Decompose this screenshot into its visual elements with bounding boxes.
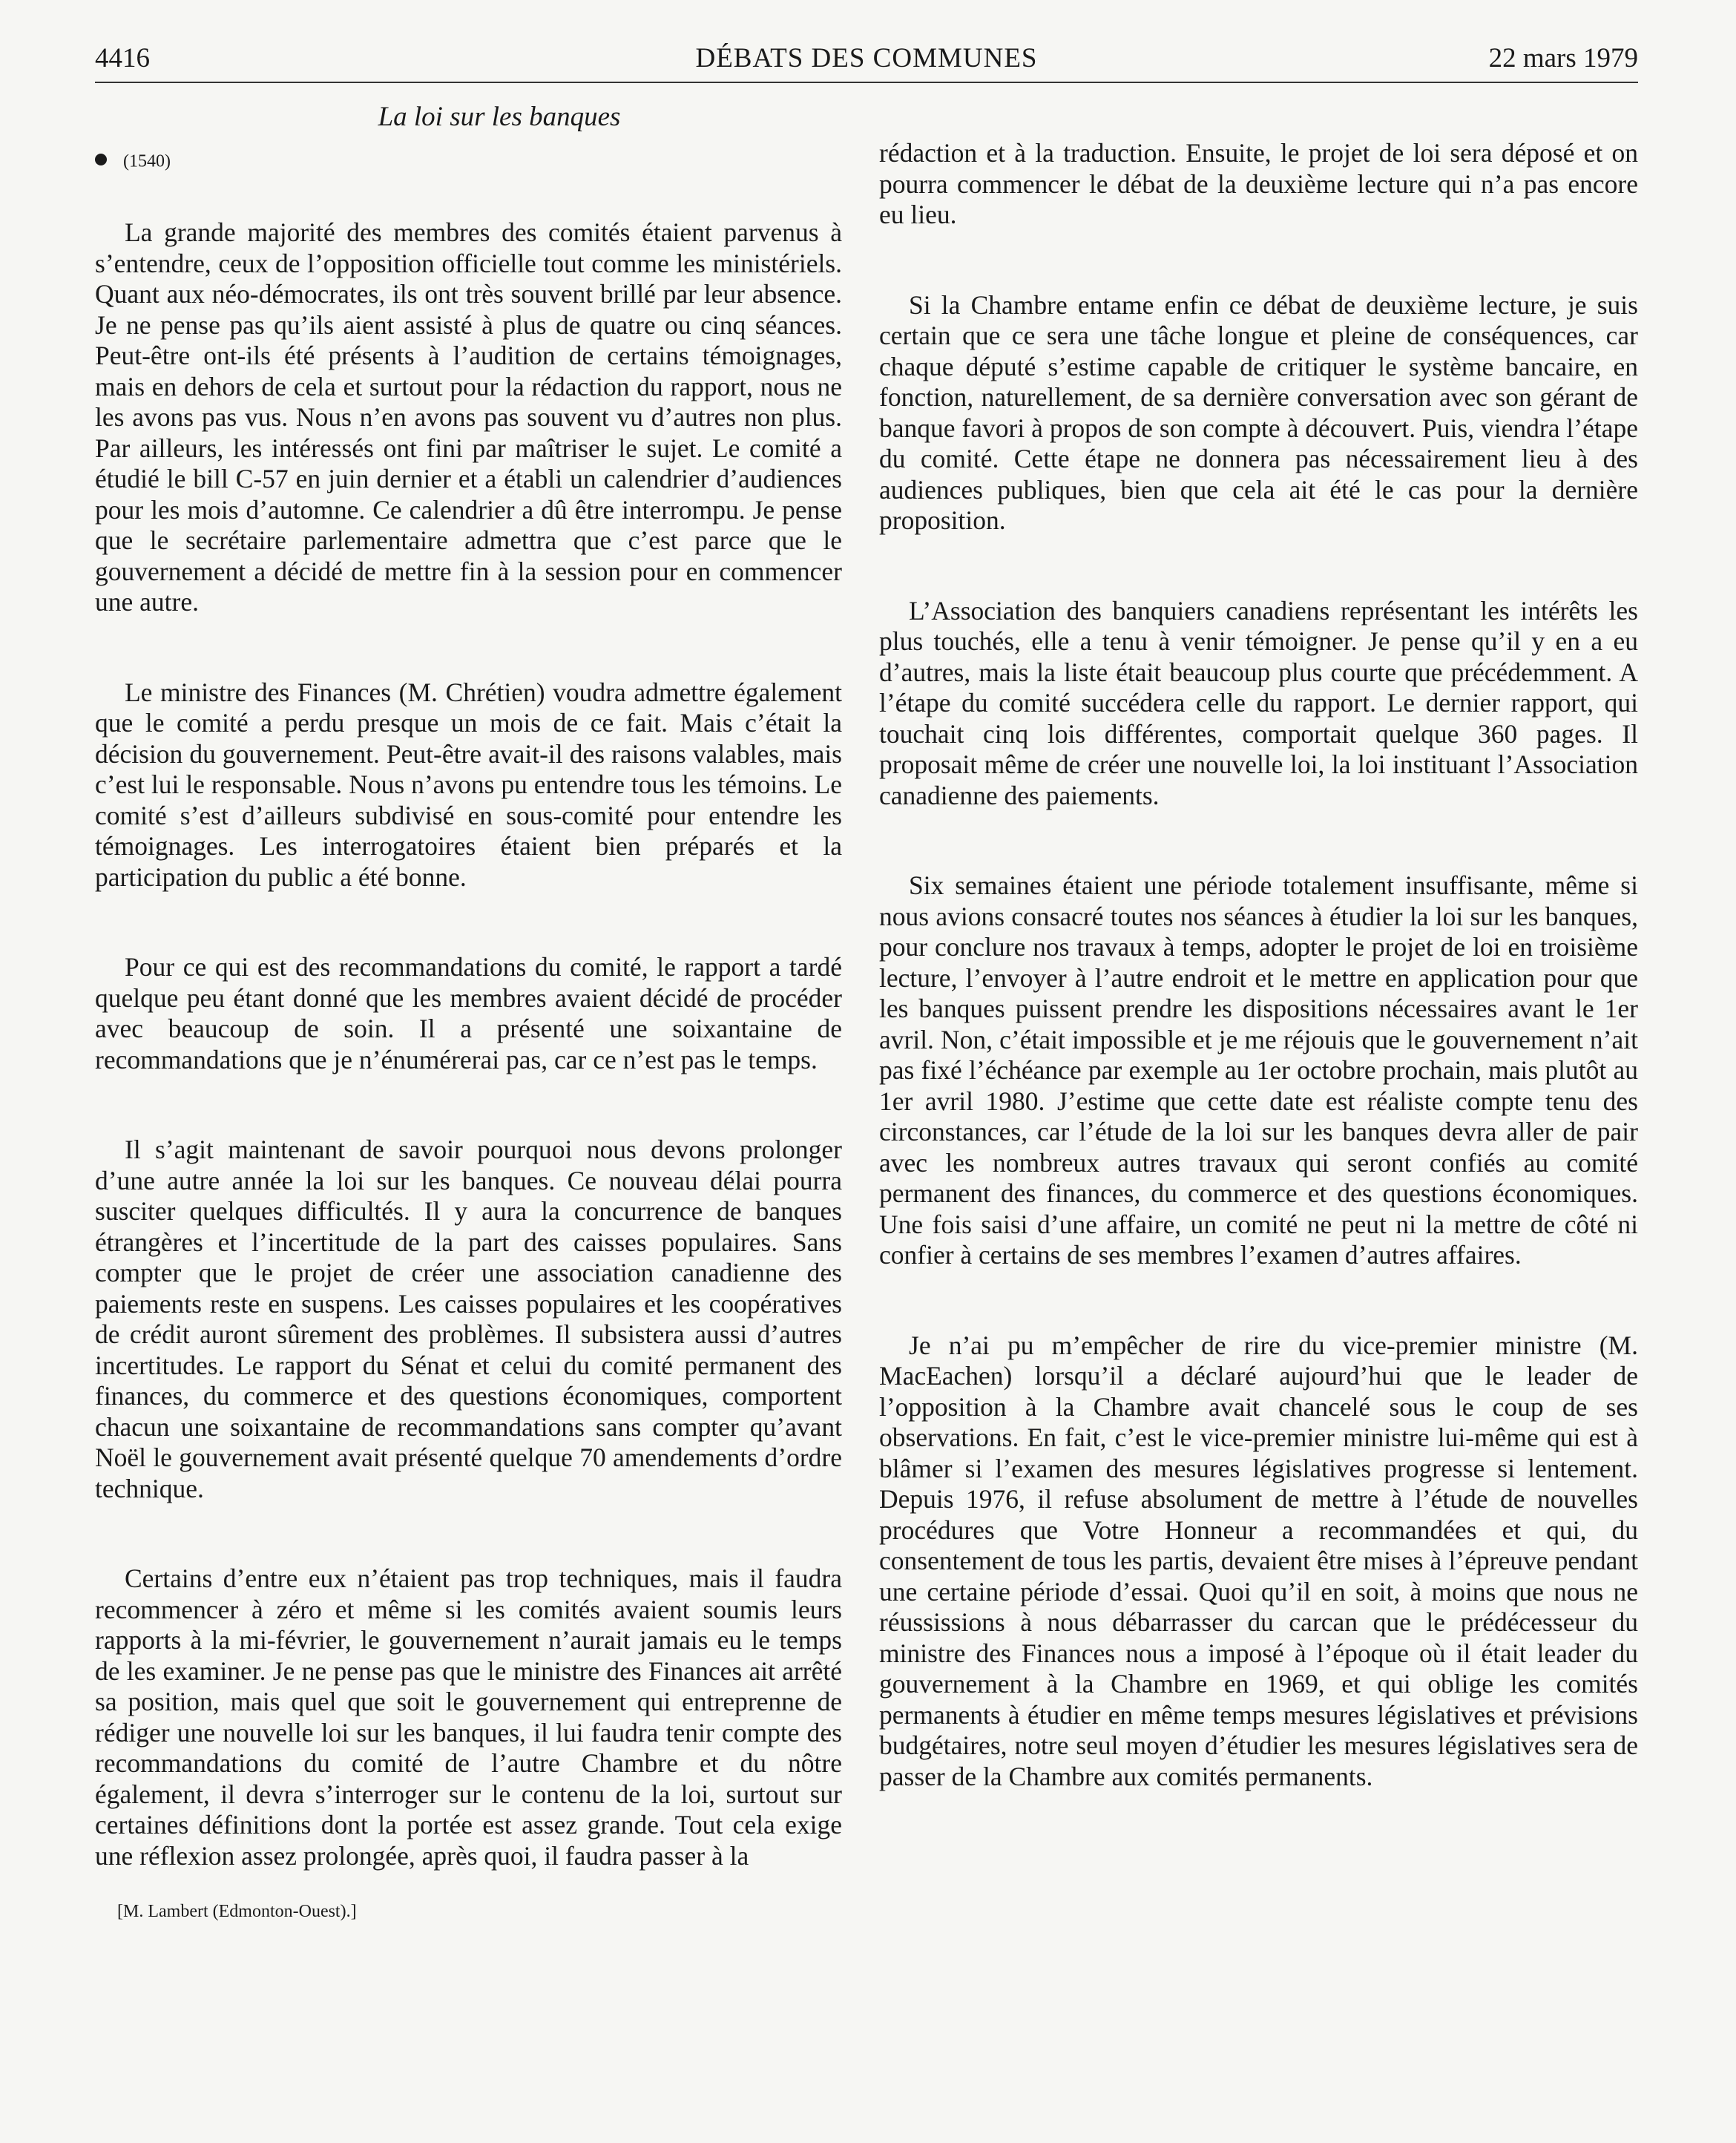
page-number: 4416 xyxy=(95,43,150,73)
paragraph: Le ministre des Finances (M. Chrétien) voudra admettre également que le comité a perdu presque un mois de ce fait. Mais c’était la décision du gouvernement. Peut-être avait-il des raisons valables, mais c’est lui le responsable. Nous n’avons pu entendre tous les témoins. Le comité s’est d’ailleurs subdivisé en sous-comité pour entendre les témoignages. Les interrogatoires étaient bien préparés et la participation du public a été bonne. xyxy=(95,677,842,892)
page-header xyxy=(95,40,1638,85)
section-title: La loi sur les banques xyxy=(378,102,621,132)
publication-date: 22 mars 1979 xyxy=(1488,43,1638,73)
paragraph: Six semaines étaient une période totalement insuffisante, même si nous avions consacré toutes nos séances à étudier la loi sur les banques, pour conclure nos travaux à temps, adopter le projet de loi en troisième lecture, l’envoyer à l’autre endroit et le mettre en application pour que les banques puissent prendre les dispositions nécessaires avant le 1er avril. Non, c’était impossible et je me réjouis que le gouvernement n’ait pas fixé l’échéance par exemple au 1er octobre prochain, mais plutôt au 1er avril 1980. J’estime que cette date est réaliste compte tenu des circonstances, car l’étude de la loi sur les banques devra aller de pair avec les nombreux autres travaux qui seront confiés au comité permanent des finances, du commerce et des questions économiques. Une fois saisi d’une affaire, un comité ne peut ni la mettre de côté ni confier à certains de ses membres l’examen d’autres affaires. xyxy=(879,870,1638,1270)
time-marker-label: (1540) xyxy=(123,151,171,171)
bullet-icon xyxy=(95,154,107,165)
paragraph: Certains d’entre eux n’étaient pas trop techniques, mais il faudra recommencer à zéro et même si les comités avaient soumis leurs rapports à la mi-février, le gouvernement n’aurait jamais eu le temps de les examiner. Je ne pense pas que le ministre des Finances ait arrêté sa position, mais quel que soit le gouvernement qui entreprenne de rédiger une nouvelle loi sur les banques, il lui faudra tenir compte des recommandations du comité de l’autre Chambre et du nôtre également, il devra s’interroger sur le contenu de la loi, surtout sur certaines définitions dont la portée est assez grande. Tout cela exige une réflexion assez prolongée, après quoi, il faudra passer à la xyxy=(95,1563,842,1871)
paragraph: La grande majorité des membres des comités étaient parvenus à s’entendre, ceux de l’opposition officielle tout comme les ministériels. Quant aux néo-démocrates, ils ont très souvent brillé par leur absence. Je ne pense pas qu’ils aient assisté à plus de quatre ou cinq séances. Peut-être ont-ils été présents à l’audition de certains témoignages, mais en dehors de cela et surtout pour la rédaction du rapport, nous ne les avons pas vus. Nous n’en avons pas souvent vu d’autres non plus. Par ailleurs, les intéressés ont fini par maîtriser le sujet. Le comité a étudié le bill C-57 en juin dernier et a établi un calendrier d’audiences pour les mois d’automne. Ce calendrier a dû être interrompu. Je pense que le secrétaire parlementaire admettra que c’est parce que le gouvernement a décidé de mettre fin à la session pour en commencer une autre. xyxy=(95,217,842,617)
right-column xyxy=(879,138,1638,1792)
paragraph: Il s’agit maintenant de savoir pourquoi nous devons prolonger d’une autre année la loi sur les banques. Ce nouveau délai pourra susciter quelques difficultés. Il y aura la concurrence de banques étrangères et l’incertitude de la part des caisses populaires. Sans compter que le projet de créer une association canadienne des paiements reste en suspens. Les caisses populaires et les coopératives de crédit auront sûrement des problèmes. Il subsistera aussi d’autres incertitudes. Le rapport du Sénat et celui du comité permanent des finances, du commerce et des questions économiques, comportent chacun une soixantaine de recommandations sans compter qu’avant Noël le gouvernement avait présenté quelque 70 amendements d’ordre technique. xyxy=(95,1135,842,1503)
paragraph: L’Association des banquiers canadiens représentant les intérêts les plus touchés, elle a tenu à venir témoigner. Je pense qu’il y en a eu d’autres, mais la liste était beaucoup plus courte que précédemment. A l’étape du comité succédera celle du rapport. Le dernier rapport, qui touchait cinq lois différentes, comportait quelque 360 pages. Il proposait même de créer une nouvelle loi, la loi instituant l’Association canadienne des paiements. xyxy=(879,595,1638,810)
paragraph: Si la Chambre entame enfin ce débat de deuxième lecture, je suis certain que ce sera une tâche longue et pleine de conséquences, car chaque député s’estime capable de critiquer le système bancaire, en fonction, naturellement, de sa dernière conversation avec son gérant de banque favori à propos de son compte à découvert. Puis, viendra l’étape du comité. Cette étape ne donnera pas nécessairement lieu à des audiences publiques, bien que cela ait été le cas pour la dernière proposition. xyxy=(879,289,1638,535)
paragraph-continued: rédaction et à la traduction. Ensuite, le projet de loi sera déposé et on pourra commencer le débat de la deuxième lecture qui n’a pas encore eu lieu. xyxy=(879,138,1638,229)
header-rule xyxy=(95,82,1638,83)
publication-title: DÉBATS DES COMMUNES xyxy=(695,43,1038,73)
paragraph: Je n’ai pu m’empêcher de rire du vice-premier ministre (M. MacEachen) lorsqu’il a déclaré aujourd’hui que le leader de l’opposition à la Chambre avait chancelé sous le coup de ses observations. En fait, c’est le vice-premier ministre lui-même qui est à blâmer si l’examen des mesures législatives progresse si lentement. Depuis 1976, il refuse absolument de mettre à l’étude de nouvelles procédures que Votre Honneur a recommandées et qui, du consentement de tous les partis, devaient être mises à l’épreuve pendant une certaine période d’essai. Quoi qu’il en soit, à moins que nous ne réussissions à nous débarrasser du carcan que le prédécesseur du ministre des Finances nous a imposé à l’époque où il était leader du gouvernement à la Chambre en 1969, et qui oblige les comités permanents à étudier en même temps mesures législatives et prévisions budgétaires, notre seul moyen d’étudier les mesures législatives sera de passer de la Chambre aux comités permanents. xyxy=(879,1330,1638,1791)
time-marker xyxy=(95,145,842,176)
speaker-attribution: [M. Lambert (Edmonton-Ouest).] xyxy=(117,1902,357,1922)
left-column xyxy=(95,101,842,1923)
paragraph: Pour ce qui est des recommandations du comité, le rapport a tardé quelque peu étant donné que les membres avaient décidé de procéder avec beaucoup de soin. Il a présenté une soixantaine de recommandations que je n’énumérerai pas, car ce n’est pas le temps. xyxy=(95,952,842,1074)
